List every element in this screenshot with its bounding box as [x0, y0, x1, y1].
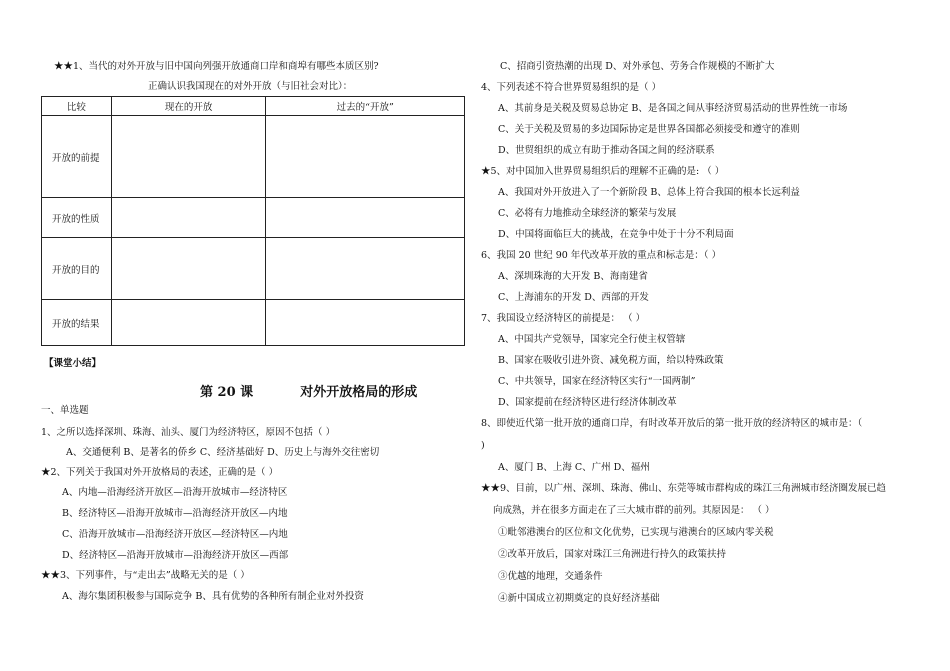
question-5-option-d: D、中国将面临巨大的挑战，在竞争中处于十分不利局面 — [498, 229, 734, 240]
question-9-item-2: ②改革开放后，国家对珠江三角洲进行持久的政策扶持 — [498, 549, 727, 560]
question-5-option-c: C、必将有力地推动全球经济的繁荣与发展 — [498, 208, 677, 219]
comparison-table — [41, 96, 465, 346]
question-2-option-d: D、经济特区—沿海开放城市—沿海经济开放区—西部 — [62, 550, 289, 561]
question-7: 7、我国设立经济特区的前提是： （ ） — [481, 313, 646, 324]
table-cell — [266, 300, 465, 346]
header-past: 过去的“开放” — [266, 97, 465, 116]
row-label: 开放的性质 — [42, 198, 112, 238]
question-2-option-c: C、沿海开放城市—沿海经济开放区—经济特区—内地 — [62, 529, 288, 540]
question-5: ★5、对中国加入世界贸易组织后的理解不正确的是: （ ） — [481, 166, 725, 177]
question-3-options-cd: C、招商引资热潮的出现 D、对外承包、劳务合作规模的不断扩大 — [500, 61, 775, 72]
question-4-option-ab: A、其前身是关税及贸易总协定 B、是各国之间从事经济贸易活动的世界性统一市场 — [498, 103, 848, 114]
row-label: 开放的前提 — [42, 116, 112, 198]
question-9: ★★9、目前，以广州、深圳、珠海、佛山、东莞等城市群构成的珠江三角洲城市经济圈发展已趋 — [481, 483, 887, 494]
header-compare: 比较 — [42, 97, 112, 116]
question-2-option-a: A、内地—沿海经济开放区—沿海开放城市—经济特区 — [62, 487, 288, 498]
question-4-option-d: D、世贸组织的成立有助于推动各国之间的经济联系 — [498, 145, 715, 156]
question-3-options-ab: A、海尔集团积极参与国际竞争 B、具有优势的各种所有制企业对外投资 — [62, 591, 364, 602]
lesson-title — [200, 381, 417, 400]
table-caption: 正确认识我国现在的对外开放（与旧社会对比）： — [148, 81, 353, 92]
table-row — [42, 300, 465, 346]
table-row — [42, 116, 465, 198]
lesson-name: 对外开放格局的形成 — [300, 385, 418, 400]
question-2-option-b: B、经济特区—沿海开放城市—沿海经济开放区—内地 — [62, 508, 288, 519]
question-9-continued: 向成熟，并在很多方面走在了三大城市群的前列。其原因是： （ ） — [493, 505, 775, 516]
question-7-option-d: D、国家提前在经济特区进行经济体制改革 — [498, 397, 677, 408]
question-3: ★★3、下列事件，与“走出去”战略无关的是（ ） — [41, 570, 250, 581]
question-7-option-c: C、中共领导，国家在经济特区实行“一国两制” — [498, 376, 696, 387]
table-cell — [111, 238, 266, 300]
lesson-number: 第 20 课 — [200, 385, 254, 400]
row-label: 开放的结果 — [42, 300, 112, 346]
table-cell — [266, 198, 465, 238]
row-label: 开放的目的 — [42, 238, 112, 300]
question-7-option-b: B、国家在吸收引进外资、减免税方面，给以特殊政策 — [498, 355, 724, 366]
table-row — [42, 238, 465, 300]
question-1-essay: ★★1、当代的对外开放与旧中国向列强开放通商口岸和商埠有哪些本质区别? — [54, 61, 379, 72]
question-8: 8、即使近代第一批开放的通商口岸，有时改革开放后的第一批开放的经济特区的城市是：（ — [481, 418, 863, 429]
question-7-option-a: A、中国共产党领导，国家完全行使主权管辖 — [498, 334, 686, 345]
question-5-option-ab: A、我国对外开放进入了一个新阶段 B、总体上符合我国的根本长远利益 — [498, 187, 800, 198]
table-header-row — [42, 97, 465, 116]
question-1-options: A、交通便利 B、是著名的侨乡 C、经济基础好 D、历史上与海外交往密切 — [66, 447, 380, 458]
header-now: 现在的开放 — [111, 97, 266, 116]
question-8-bracket: ) — [481, 440, 485, 451]
question-6-option-cd: C、上海浦东的开发 D、西部的开发 — [498, 292, 649, 303]
table-cell — [111, 116, 266, 198]
question-9-item-4: ④新中国成立初期奠定的良好经济基础 — [498, 593, 660, 604]
section-heading: 一、单选题 — [41, 405, 89, 416]
table-row — [42, 198, 465, 238]
table-cell — [266, 116, 465, 198]
question-9-item-1: ①毗邻港澳台的区位和文化优势，已实现与港澳台的区域内零关税 — [498, 527, 774, 538]
question-9-item-3: ③优越的地理，交通条件 — [498, 571, 603, 582]
question-8-options: A、厦门 B、上海 C、广州 D、福州 — [498, 462, 650, 473]
question-2: ★2、下列关于我国对外开放格局的表述，正确的是（ ） — [41, 467, 279, 478]
class-summary-label: 【课堂小结】 — [44, 358, 102, 369]
question-6-option-ab: A、深圳珠海的大开发 B、海南建省 — [498, 271, 648, 282]
table-cell — [266, 238, 465, 300]
table-cell — [111, 198, 266, 238]
question-1: 1、之所以选择深圳、珠海、汕头、厦门为经济特区，原因不包括（ ） — [41, 427, 336, 438]
question-4-option-c: C、关于关税及贸易的多边国际协定是世界各国都必须接受和遵守的准则 — [498, 124, 800, 135]
question-4: 4、下列表述不符合世界贸易组织的是（ ） — [481, 82, 662, 93]
table-cell — [111, 300, 266, 346]
question-6: 6、我国 20 世纪 90 年代改革开放的重点和标志是：（ ） — [481, 250, 722, 261]
